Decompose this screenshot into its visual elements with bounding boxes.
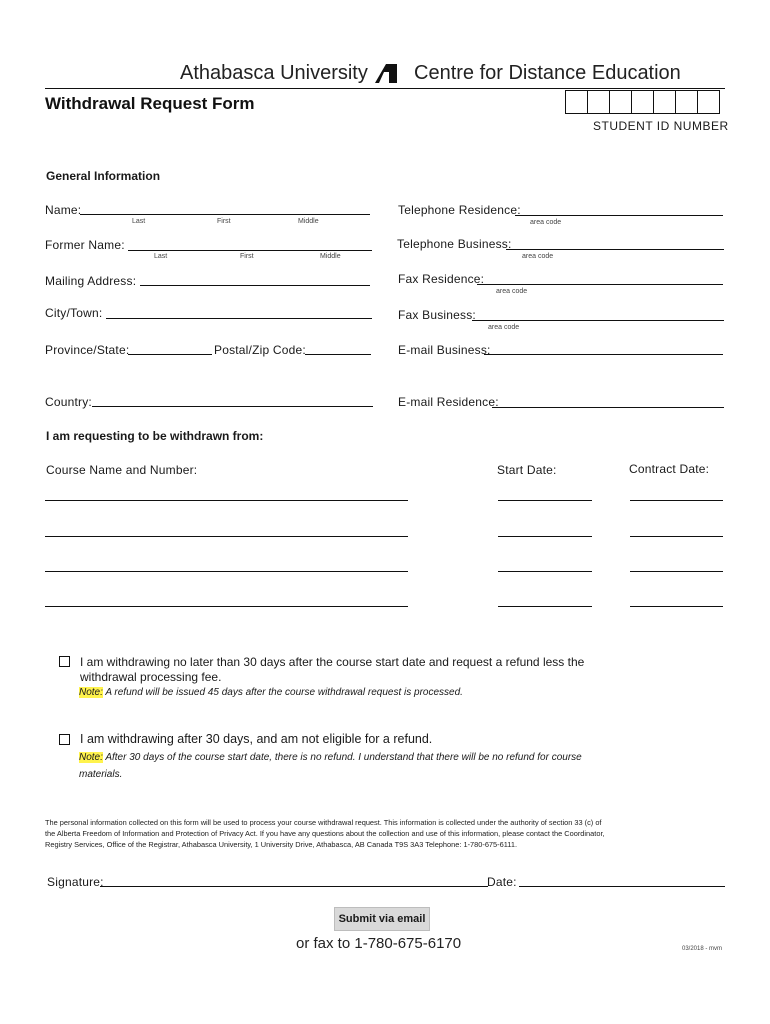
former-first-caption: First: [240, 253, 254, 260]
email-residence-label: E-mail Residence:: [398, 395, 499, 409]
no-refund-option-text: I am withdrawing after 30 days, and am not eligible for a refund.: [80, 732, 433, 746]
mailing-address-label: Mailing Address:: [45, 274, 137, 288]
mailing-address-field[interactable]: [140, 285, 370, 286]
date-label: Date:: [487, 875, 517, 889]
start-date-field-4[interactable]: [498, 606, 592, 607]
start-date-field-2[interactable]: [498, 536, 592, 537]
province-field[interactable]: [128, 354, 212, 355]
email-business-label: E-mail Business:: [398, 343, 491, 357]
privacy-line-2: the Alberta Freedom of Information and Protection of Privacy Act. If you have any questions about the collection and use of this information, please contact the Coordinator,: [45, 829, 605, 838]
centre-name: Centre for Distance Education: [414, 62, 681, 84]
privacy-notice: [45, 817, 605, 850]
former-name-field[interactable]: [128, 250, 372, 251]
tel-business-label: Telephone Business:: [397, 237, 512, 251]
contract-date-field-2[interactable]: [630, 536, 723, 537]
fax-residence-area-code: area code: [496, 288, 528, 295]
fax-business-area-code: area code: [488, 324, 520, 331]
course-column-header: Course Name and Number:: [46, 463, 198, 477]
student-id-digit[interactable]: [566, 90, 588, 114]
signature-field[interactable]: [100, 886, 488, 887]
email-residence-field[interactable]: [492, 407, 724, 408]
refund-note-label: Note:: [79, 687, 103, 698]
university-name: Athabasca University: [180, 62, 368, 84]
refund-option-checkbox[interactable]: [59, 656, 70, 667]
withdraw-heading: I am requesting to be withdrawn from:: [46, 429, 264, 443]
form-title: Withdrawal Request Form: [45, 94, 255, 113]
student-id-digit[interactable]: [654, 90, 676, 114]
fax-instruction: or fax to 1-780-675-6170: [296, 935, 462, 952]
student-id-digit[interactable]: [676, 90, 698, 114]
contract-date-column-header: Contract Date:: [629, 462, 710, 476]
no-refund-note-text: After 30 days of the course start date, there is no refund. I understand that there will be no refund for course: [105, 752, 582, 763]
fax-business-field[interactable]: [472, 320, 724, 321]
name-last-caption: Last: [132, 218, 146, 225]
course-field-4[interactable]: [45, 606, 408, 607]
student-id-digit[interactable]: [610, 90, 632, 114]
former-last-caption: Last: [154, 253, 168, 260]
name-middle-caption: Middle: [298, 218, 319, 225]
date-field[interactable]: [519, 886, 725, 887]
no-refund-note-text-line2: materials.: [79, 769, 123, 780]
refund-note: [79, 687, 463, 698]
header-rule: [45, 88, 725, 89]
former-name-label: Former Name:: [45, 238, 125, 252]
contract-date-field-1[interactable]: [630, 500, 723, 501]
student-id-digit[interactable]: [588, 90, 610, 114]
refund-note-text: A refund will be issued 45 days after the course withdrawal request is processed.: [105, 687, 463, 698]
former-middle-caption: Middle: [320, 253, 341, 260]
refund-option-text-line2: withdrawal processing fee.: [80, 670, 222, 684]
signature-label: Signature:: [47, 875, 104, 889]
fax-residence-field[interactable]: [477, 284, 723, 285]
start-date-column-header: Start Date:: [497, 463, 557, 477]
course-field-2[interactable]: [45, 536, 408, 537]
start-date-field-1[interactable]: [498, 500, 592, 501]
tel-residence-label: Telephone Residence:: [398, 203, 521, 217]
student-id-label: STUDENT ID NUMBER: [593, 119, 729, 133]
tel-business-area-code: area code: [522, 253, 554, 260]
fax-residence-label: Fax Residence:: [398, 272, 485, 286]
postal-code-field[interactable]: [305, 354, 371, 355]
course-field-3[interactable]: [45, 571, 408, 572]
submit-email-button[interactable]: Submit via email: [334, 907, 430, 931]
refund-option-text: I am withdrawing no later than 30 days after the course start date and request a refund less the: [80, 655, 585, 669]
general-info-heading: General Information: [46, 169, 161, 183]
no-refund-note-label: Note:: [79, 752, 103, 763]
privacy-line-1: The personal information collected on this form will be used to process your course withdrawal request. This information is collected under the authority of section 33 (c) of: [45, 818, 602, 827]
fax-business-label: Fax Business:: [398, 308, 476, 322]
country-field[interactable]: [92, 406, 373, 407]
name-field[interactable]: [80, 214, 370, 215]
university-logo-icon: [375, 64, 397, 83]
privacy-line-3: Registry Services, Office of the Registrar, Athabasca University, 1 University Drive, Athabasca, AB Canada T9S 3A3 Telephone: 1-780-675-6111.: [45, 840, 518, 849]
postal-code-label: Postal/Zip Code:: [214, 343, 306, 357]
student-id-digit[interactable]: [632, 90, 654, 114]
tel-residence-field[interactable]: [515, 215, 723, 216]
no-refund-option-checkbox[interactable]: [59, 734, 70, 745]
country-label: Country:: [45, 395, 92, 409]
contract-date-field-3[interactable]: [630, 571, 723, 572]
student-id-digit[interactable]: [698, 90, 720, 114]
email-business-field[interactable]: [484, 354, 723, 355]
city-label: City/Town:: [45, 306, 103, 320]
start-date-field-3[interactable]: [498, 571, 592, 572]
contract-date-field-4[interactable]: [630, 606, 723, 607]
name-first-caption: First: [217, 218, 231, 225]
form-version-code: 03/2018 - mvm: [682, 946, 723, 952]
name-label: Name:: [45, 203, 82, 217]
course-field-1[interactable]: [45, 500, 408, 501]
student-id-boxes[interactable]: [565, 90, 720, 114]
province-label: Province/State:: [45, 343, 130, 357]
tel-residence-area-code: area code: [530, 219, 562, 226]
tel-business-field[interactable]: [506, 249, 724, 250]
no-refund-note: [79, 752, 582, 763]
city-field[interactable]: [106, 318, 372, 319]
